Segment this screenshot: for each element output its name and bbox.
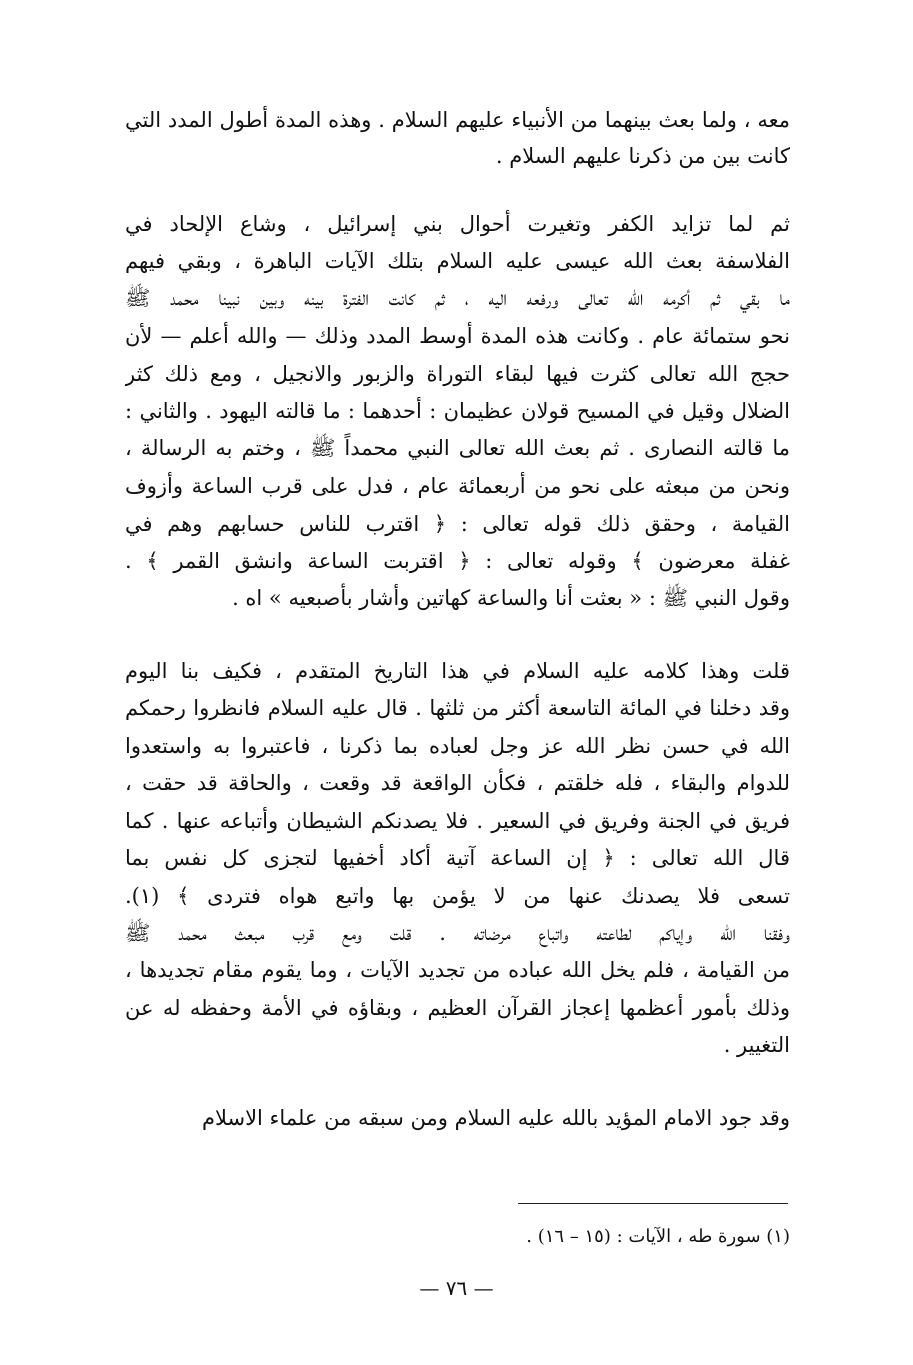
- text-line: نحو ستمائة عام . وكانت هذه المدة أوسط المدد وذلك — والله أعلم — لأن: [125, 324, 790, 348]
- text-line: وقد دخلنا في المائة التاسعة أكثر من ثلثها . قال عليه السلام فانظروا رحمكم: [125, 696, 790, 720]
- text-line: ونحن من مبعثه على نحو من أربعمائة عام ، فدل على قرب الساعة وأزوف: [125, 474, 790, 498]
- text-line: للدوام والبقاء ، فله خلقتم ، فكأن الواقعة قد وقعت ، والحاقة قد حقت ،: [125, 771, 790, 795]
- text-line: معه ، ولما بعث بينهما من الأنبياء عليهم السلام . وهذه المدة أطول المدد التي: [125, 108, 790, 132]
- footnote-separator: [518, 1203, 788, 1204]
- page-number: — ٧٦ —: [419, 1276, 494, 1300]
- text-line: فريق في الجنة وفريق في السعير . فلا يصدنكم الشيطان وأتباعه عنها . كما: [125, 809, 790, 833]
- text-line: ما بقي ثم أكرمه الله تعالى ورفعه اليه ، ثم كانت الفترة بينه وبين نبينا محمد ﷺ: [125, 286, 790, 310]
- text-line: ما قالته النصارى . ثم بعث الله تعالى النبي محمداً ﷺ ، وختم به الرسالة ،: [125, 436, 790, 460]
- text-line: وقول النبي ﷺ : « بعثت أنا والساعة كهاتين وأشار بأصبعيه » اه .: [232, 586, 790, 610]
- text-line: كانت بين من ذكرنا عليهم السلام .: [495, 144, 790, 168]
- text-line: حجج الله تعالى كثرت فيها لبقاء التوراة والزبور والانجيل ، ومع ذلك كثر: [125, 362, 790, 386]
- text-line: الله في حسن نظر الله عز وجل لعباده بما ذكرنا ، فاعتبروا به واستعدوا: [125, 734, 790, 758]
- text-line: قال الله تعالى : ﴿ إن الساعة آتية أكاد أخفيها لتجزى كل نفس بما: [125, 846, 790, 870]
- text-line: تسعى فلا يصدنك عنها من لا يؤمن بها واتبع هواه فتردى ﴾ (١).: [125, 884, 790, 908]
- text-line: من القيامة ، فلم يخل الله عباده من تجديد الآيات ، وما يقوم مقام تجديدها ،: [125, 958, 790, 982]
- text-line: وذلك بأمور أعظمها إعجاز القرآن العظيم ، وبقاؤه في الأمة وحفظه له عن: [125, 996, 790, 1020]
- text-line: الفلاسفة بعث الله عيسى عليه السلام بتلك الآيات الباهرة ، وبقي فيهم: [125, 249, 790, 273]
- text-line: وفقنا الله وإياكم لطاعته واتباع مرضاته . قلت ومع قرب مبعث محمد ﷺ: [125, 921, 790, 945]
- text-line: قلت وهذا كلامه عليه السلام في هذا التاريخ المتقدم ، فكيف بنا اليوم: [125, 659, 790, 683]
- text-line: الضلال وقيل في المسيح قولان عظيمان : أحدهما : ما قالته اليهود . والثاني :: [125, 399, 790, 423]
- text-line: وقد جود الامام المؤيد بالله عليه السلام ومن سبقه من علماء الاسلام: [201, 1106, 790, 1130]
- text-line: ثم لما تزايد الكفر وتغيرت أحوال بني إسرائيل ، وشاع الإلحاد في: [125, 212, 790, 236]
- text-line: القيامة ، وحقق ذلك قوله تعالى : ﴿ اقترب للناس حسابهم وهم في: [125, 512, 790, 536]
- text-line: غفلة معرضون ﴾ وقوله تعالى : ﴿ اقتربت الساعة وانشق القمر ﴾ .: [125, 549, 790, 573]
- text-line: التغيير .: [723, 1033, 790, 1057]
- footnote: (١) سورة طه ، الآيات : (١٥ – ١٦) .: [526, 1226, 790, 1247]
